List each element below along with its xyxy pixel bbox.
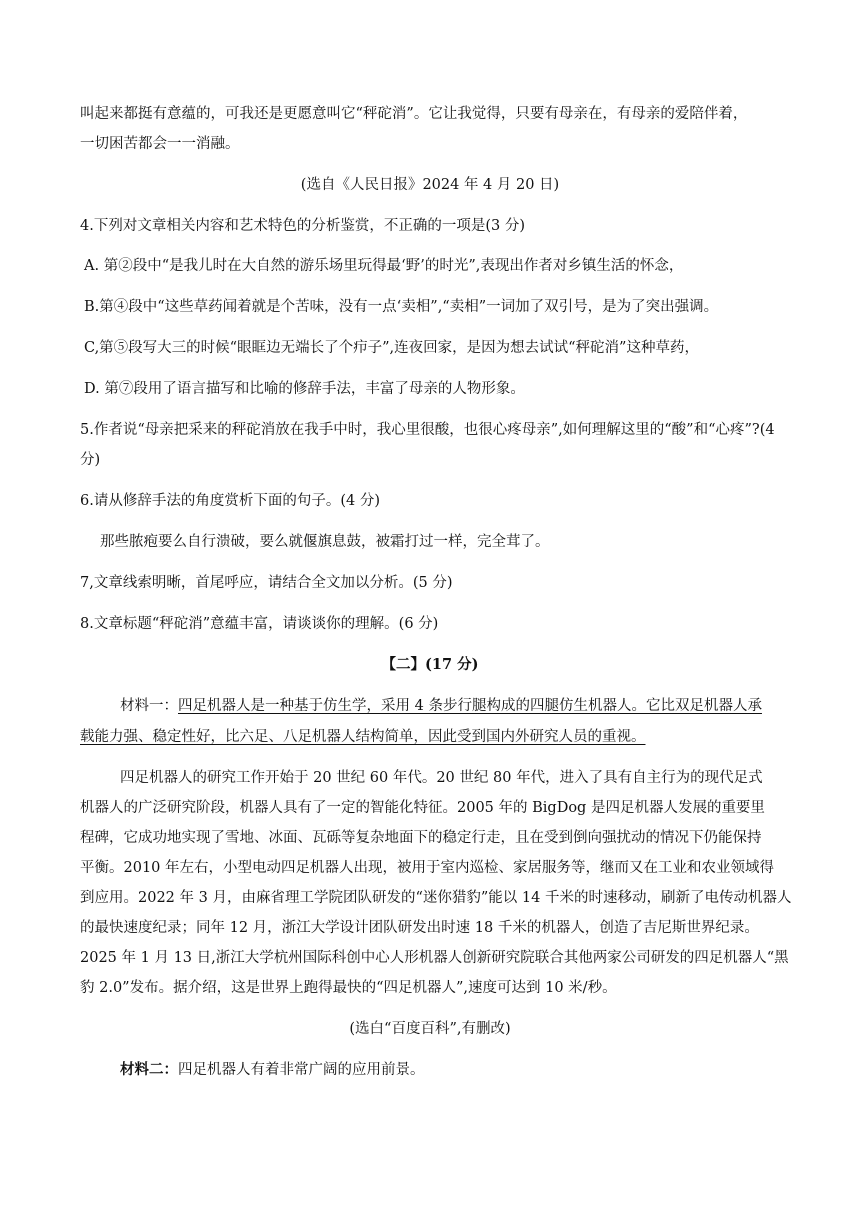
paragraph-line: 豹 2.0”发布。据介绍，这是世界上跑得最快的“四足机器人”,速度可达到 10 米/秒。 <box>80 980 617 996</box>
paragraph-line: 的最快速度纪录；同年 12 月，浙江大学设计团队研发出时速 18 千米的机器人，创造了吉尼斯世界纪录。 <box>80 920 759 936</box>
paragraph-line: 机器人的广泛研究阶段，机器人具有了一定的智能化特征。2005 年的 BigDog 是四足机器人发展的重要里 <box>80 800 765 816</box>
option-d: D. 第⑦段用了语言描写和比喻的修辞手法，丰富了母亲的人物形象。 <box>84 381 525 397</box>
paragraph-line: 四足机器人的研究工作开始于 20 世纪 60 年代。20 世纪 80 年代，进入了具有自主行为的现代足式 <box>120 770 763 786</box>
paragraph-line: 2025 年 1 月 13 日,浙江大学杭州国际科创中心人形机器人创新研究院联合其他两家公司研发的四足机器人“黑 <box>80 950 789 966</box>
question-4-stem: 4.下列对文章相关内容和艺术特色的分析鉴赏，不正确的一项是(3 分) <box>80 218 525 234</box>
question-7: 7,文章线索明晰，首尾呼应，请结合全文加以分析。(5 分) <box>80 575 453 591</box>
question-6-sentence: 那些脓疱要么自行溃破，要么就偃旗息鼓，被霜打过一样，完全茸了。 <box>100 534 550 550</box>
material-source: (选白“百度百科”,有删改) <box>349 1021 511 1037</box>
passage-line: 叫起来都挺有意蕴的，可我还是更愿意叫它“秤砣消”。它让我觉得，只要有母亲在，有母亲的爱陪伴着， <box>80 106 748 122</box>
option-a: A. 第②段中“是我儿时在大自然的游乐场里玩得最‘野’的时光”,表现出作者对乡镇生活的怀念， <box>84 258 684 274</box>
question-5: 5.作者说“母亲把采来的秤砣消放在我手中时，我心里很酸，也很心疼母亲”,如何理解这里的“酸”和“心疼”?(4 <box>80 422 775 438</box>
passage-source: (选自《人民日报》2024 年 4 月 20 日) <box>300 177 560 193</box>
material-2-label: 材料二： <box>120 1061 178 1078</box>
question-5-cont: 分) <box>80 452 101 468</box>
material-1-line <box>120 696 762 716</box>
paragraph-line: 平衡。2010 年左右，小型电动四足机器人出现，被用于室内巡检、家居服务等，继而又在工业和农业领域得 <box>80 860 775 876</box>
question-8: 8.文章标题“秤砣消”意蕴丰富，请谈谈你的理解。(6 分) <box>80 616 439 632</box>
question-6-stem: 6.请从修辞手法的角度赏析下面的句子。(4 分) <box>80 493 380 509</box>
option-b: B.第④段中“这些草药闻着就是个苦味，没有一点‘卖相”,“卖相”一词加了双引号，是为了突出强调。 <box>84 299 719 315</box>
paragraph-line: 到应用。2022 年 3 月，由麻省理工学院团队研发的“迷你猎豹”能以 14 千米的时速移动，刷新了电传动机器人 <box>80 890 792 906</box>
option-c: C,第⑤段写大三的时候“眼眶边无端长了个疖子”,连夜回家，是因为想去试试“秤砣消”这种草药， <box>84 340 699 356</box>
material-2-text: 四足机器人有着非常广阔的应用前景。 <box>178 1062 425 1078</box>
paragraph-line: 程碑，它成功地实现了雪地、冰面、瓦砾等复杂地面下的稳定行走，且在受到倒向强扰动的情况下仍能保持 <box>80 830 762 846</box>
section-heading: 【二】(17 分) <box>381 656 479 673</box>
material-1-underlined: 四足机器人是一种基于仿生学，采用 4 条步行腿构成的四腿仿生机器人。它比双足机器人承 <box>178 698 762 714</box>
material-2-line <box>120 1060 425 1080</box>
material-1-line-2: 载能力强、稳定性好，比六足、八足机器人结构简单，因此受到国内外研究人员的重视。 <box>80 729 646 745</box>
material-1-label: 材料一： <box>120 698 178 714</box>
passage-line: 一切困苦都会一一消融。 <box>80 136 240 152</box>
